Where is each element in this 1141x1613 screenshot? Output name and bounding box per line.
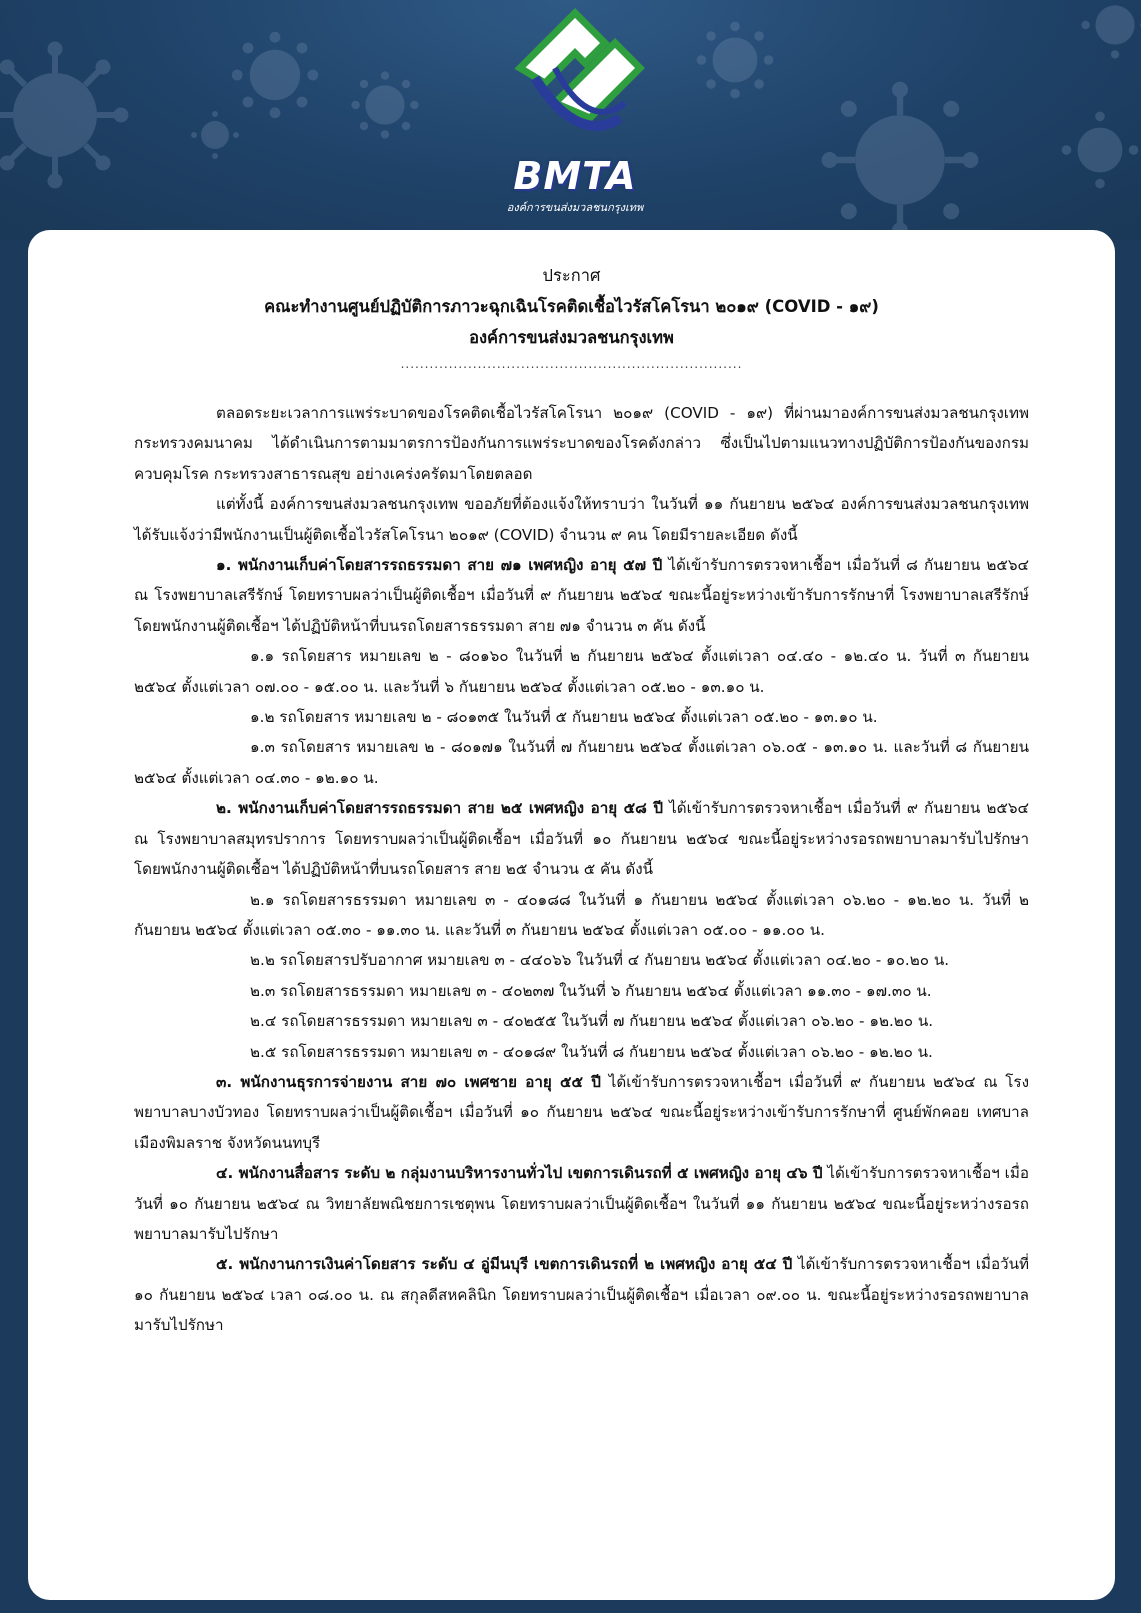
bmta-logo	[500, 8, 650, 214]
case-text: ได้เข้ารับการตรวจหาเชื้อฯ เมื่อวันที่ ๙ กันยายน ๒๕๖๔ ณ โรงพยาบาลบางบัวทอง โดยทราบผลว่าเป็นผู้ติดเชื้อฯ เมื่อวันที่ ๑๐ กันยายน ๒๕๖๔ ขณะนี้อยู่ระหว่างเข้ารับการรักษาที่ ศูนย์พักคอย เทศบาลเมืองพิมลราช จังหวัดนนทบุรี	[134, 1072, 1030, 1152]
virus-icon	[350, 70, 420, 140]
bus-entry: ๒.๕ รถโดยสารธรรมดา หมายเลข ๓ - ๔๐๑๘๙ ในวันที่ ๘ กันยายน ๒๕๖๔ ตั้งแต่เวลา ๐๖.๒๐ - ๑๒.๒๐ น.	[250, 1042, 933, 1061]
bmta-emblem-icon	[500, 8, 650, 158]
case-text: ได้เข้ารับการตรวจหาเชื้อฯ เมื่อวันที่ ๙ กันยายน ๒๕๖๔ ณ โรงพยาบาลสมุทรปราการ โดยทราบผลว่าเป็นผู้ติดเชื้อฯ เมื่อวันที่ ๑๐ กันยายน ๒๕๖๔ ขณะนี้อยู่ระหว่างรอรถพยาบาลมารับไปรักษา โดยพนักงานผู้ติดเชื้อฯ ได้ปฏิบัติหน้าที่บนรถโดยสาร สาย ๒๕ จำนวน ๕ คัน ดังนี้	[134, 799, 1030, 879]
virus-icon	[820, 80, 980, 240]
announcement-body	[134, 398, 1029, 1341]
case-item	[134, 1067, 1029, 1158]
bus-entry: ๒.๒ รถโดยสารปรับอากาศ หมายเลข ๓ - ๔๔๐๖๖ ในวันที่ ๔ กันยายน ๒๕๖๔ ตั้งแต่เวลา ๐๔.๒๐ - ๑๐.๒๐ น.	[250, 951, 950, 970]
logo-subtitle: องค์การขนส่งมวลชนกรุงเทพ	[506, 201, 644, 214]
intro-paragraph: ตลอดระยะเวลาการแพร่ระบาดของโรคติดเชื้อไวรัสโคโรนา ๒๐๑๙ (COVID - ๑๙) ที่ผ่านมาองค์การขนส่งมวลชนกรุงเทพ กระทรวงคมนาคม ได้ดำเนินการตามมาตรการป้องกันการแพร่ระบาดของโรคดังกล่าว ซึ่งเป็นไปตามแนวทางปฏิบัติการป้องกันของกรมควบคุมโรค กระทรวงสาธารณสุข อย่างเคร่งครัดมาโดยตลอด	[134, 404, 1029, 483]
bus-entry: ๒.๓ รถโดยสารธรรมดา หมายเลข ๓ - ๔๐๒๓๗ ในวันที่ ๖ กันยายน ๒๕๖๔ ตั้งแต่เวลา ๑๑.๓๐ - ๑๗.๓๐ น.	[250, 981, 932, 1000]
virus-icon	[695, 20, 775, 100]
case-item	[134, 550, 1029, 641]
announcement-type: ประกาศ	[542, 266, 601, 285]
logo-wordmark: BMTA	[513, 154, 637, 198]
case-item	[134, 1249, 1029, 1340]
bus-entry: ๑.๓ รถโดยสาร หมายเลข ๒ - ๘๐๑๗๑ ในวันที่ ๗ กันยายน ๒๕๖๔ ตั้งแต่เวลา ๐๖.๐๕ - ๑๓.๑๐ น. และวันที่ ๘ กันยายน ๒๕๖๔ ตั้งแต่เวลา ๐๔.๓๐ - ๑๒.๑๐ น.	[134, 738, 1029, 787]
case-heading: ๑. พนักงานเก็บค่าโดยสารรถธรรมดา สาย ๗๑ เพศหญิง อายุ ๕๗ ปี	[216, 556, 663, 575]
announcement-card	[28, 230, 1115, 1600]
virus-icon	[1080, 0, 1141, 60]
virus-icon	[0, 40, 130, 190]
virus-icon	[1060, 110, 1140, 190]
header-banner	[0, 0, 1141, 240]
case-heading: ๒. พนักงานเก็บค่าโดยสารรถธรรมดา สาย ๒๕ เพศหญิง อายุ ๕๘ ปี	[216, 799, 664, 818]
committee-title: คณะทำงานศูนย์ปฏิบัติการภาวะฉุกเฉินโรคติดเชื้อไวรัสโคโรนา ๒๐๑๙ (COVID - ๑๙)	[264, 297, 879, 316]
announcement-header	[28, 260, 1115, 375]
virus-icon	[230, 30, 320, 120]
virus-icon	[190, 110, 240, 160]
case-item	[134, 793, 1029, 884]
case-text: ได้เข้ารับการตรวจหาเชื้อฯ เมื่อวันที่ ๑๐ กันยายน ๒๕๖๔ ณ วิทยาลัยพณิชยการเชตุพน โดยทราบผลว่าเป็นผู้ติดเชื้อฯ ในวันที่ ๑๑ กันยายน ๒๕๖๔ ขณะนี้อยู่ระหว่างรอรถพยาบาลมารับไปรักษา	[134, 1164, 1029, 1243]
organization-name: องค์การขนส่งมวลชนกรุงเทพ	[469, 328, 674, 347]
case-heading: ๔. พนักงานสื่อสาร ระดับ ๒ กลุ่มงานบริหารงานทั่วไป เขตการเดินรถที่ ๕ เพศหญิง อายุ ๔๖ ปี	[216, 1164, 823, 1183]
case-heading: ๕. พนักงานการเงินค่าโดยสาร ระดับ ๔ อู่มีนบุรี เขตการเดินรถที่ ๒ เพศหญิง อายุ ๕๔ ปี	[216, 1255, 793, 1274]
bus-entry: ๒.๔ รถโดยสารธรรมดา หมายเลข ๓ - ๔๐๒๕๕ ในวันที่ ๗ กันยายน ๒๕๖๔ ตั้งแต่เวลา ๐๖.๒๐ - ๑๒.๒๐ น.	[250, 1012, 934, 1031]
bus-entry: ๑.๒ รถโดยสาร หมายเลข ๒ - ๘๐๑๓๕ ในวันที่ ๕ กันยายน ๒๕๖๔ ตั้งแต่เวลา ๐๕.๒๐ - ๑๓.๑๐ น.	[250, 708, 878, 727]
case-heading: ๓. พนักงานธุรการจ่ายงาน สาย ๗๐ เพศชาย อายุ ๕๕ ปี	[216, 1072, 601, 1091]
case-text: ได้เข้ารับการตรวจหาเชื้อฯ เมื่อวันที่ ๑๐ กันยายน ๒๕๖๔ เวลา ๐๘.๐๐ น. ณ สกุลดีสหคลินิก โดยทราบผลว่าเป็นผู้ติดเชื้อฯ เมื่อเวลา ๐๙.๐๐ น. ขณะนี้อยู่ระหว่างรอรถพยาบาลมารับไปรักษา	[134, 1255, 1029, 1335]
case-item	[134, 1158, 1029, 1249]
bus-entry: ๑.๑ รถโดยสาร หมายเลข ๒ - ๘๐๑๖๐ ในวันที่ ๒ กันยายน ๒๕๖๔ ตั้งแต่เวลา ๐๔.๔๐ - ๑๒.๔๐ น. วันที่ ๓ กันยายน ๒๕๖๔ ตั้งแต่เวลา ๐๗.๐๐ - ๑๕.๐๐ น. และวันที่ ๖ กันยายน ๒๕๖๔ ตั้งแต่เวลา ๐๕.๒๐ - ๑๓.๑๐ น.	[134, 647, 1029, 696]
announce-paragraph: แต่ทั้งนี้ องค์การขนส่งมวลชนกรุงเทพ ขออภัยที่ต้องแจ้งให้ทราบว่า ในวันที่ ๑๑ กันยายน ๒๕๖๔ องค์การขนส่งมวลชนกรุงเทพ ได้รับแจ้งว่ามีพนักงานเป็นผู้ติดเชื้อไวรัสโคโรนา ๒๐๑๙ (COVID) จำนวน ๙ คน โดยมีรายละเอียด ดังนี้	[134, 495, 1029, 544]
bus-entry: ๒.๑ รถโดยสารธรรมดา หมายเลข ๓ - ๔๐๑๘๘ ในวันที่ ๑ กันยายน ๒๕๖๔ ตั้งแต่เวลา ๐๖.๒๐ - ๑๒.๒๐ น. วันที่ ๒ กันยายน ๒๕๖๔ ตั้งแต่เวลา ๐๕.๓๐ - ๑๑.๓๐ น. และวันที่ ๓ กันยายน ๒๕๖๔ ตั้งแต่เวลา ๐๕.๐๐ - ๑๑.๐๐ น.	[134, 890, 1029, 939]
case-text: ได้เข้ารับการตรวจหาเชื้อฯ เมื่อวันที่ ๘ กันยายน ๒๕๖๔ ณ โรงพยาบาลเสรีรักษ์ โดยทราบผลว่าเป็นผู้ติดเชื้อฯ เมื่อวันที่ ๙ กันยายน ๒๕๖๔ ขณะนี้อยู่ระหว่างเข้ารับการรักษาที่ โรงพยาบาลเสรีรักษ์ โดยพนักงานผู้ติดเชื้อฯ ได้ปฏิบัติหน้าที่บนรถโดยสารธรรมดา สาย ๗๑ จำนวน ๓ คัน ดังนี้	[134, 556, 1029, 635]
header-divider: .......................................................................	[400, 357, 743, 371]
